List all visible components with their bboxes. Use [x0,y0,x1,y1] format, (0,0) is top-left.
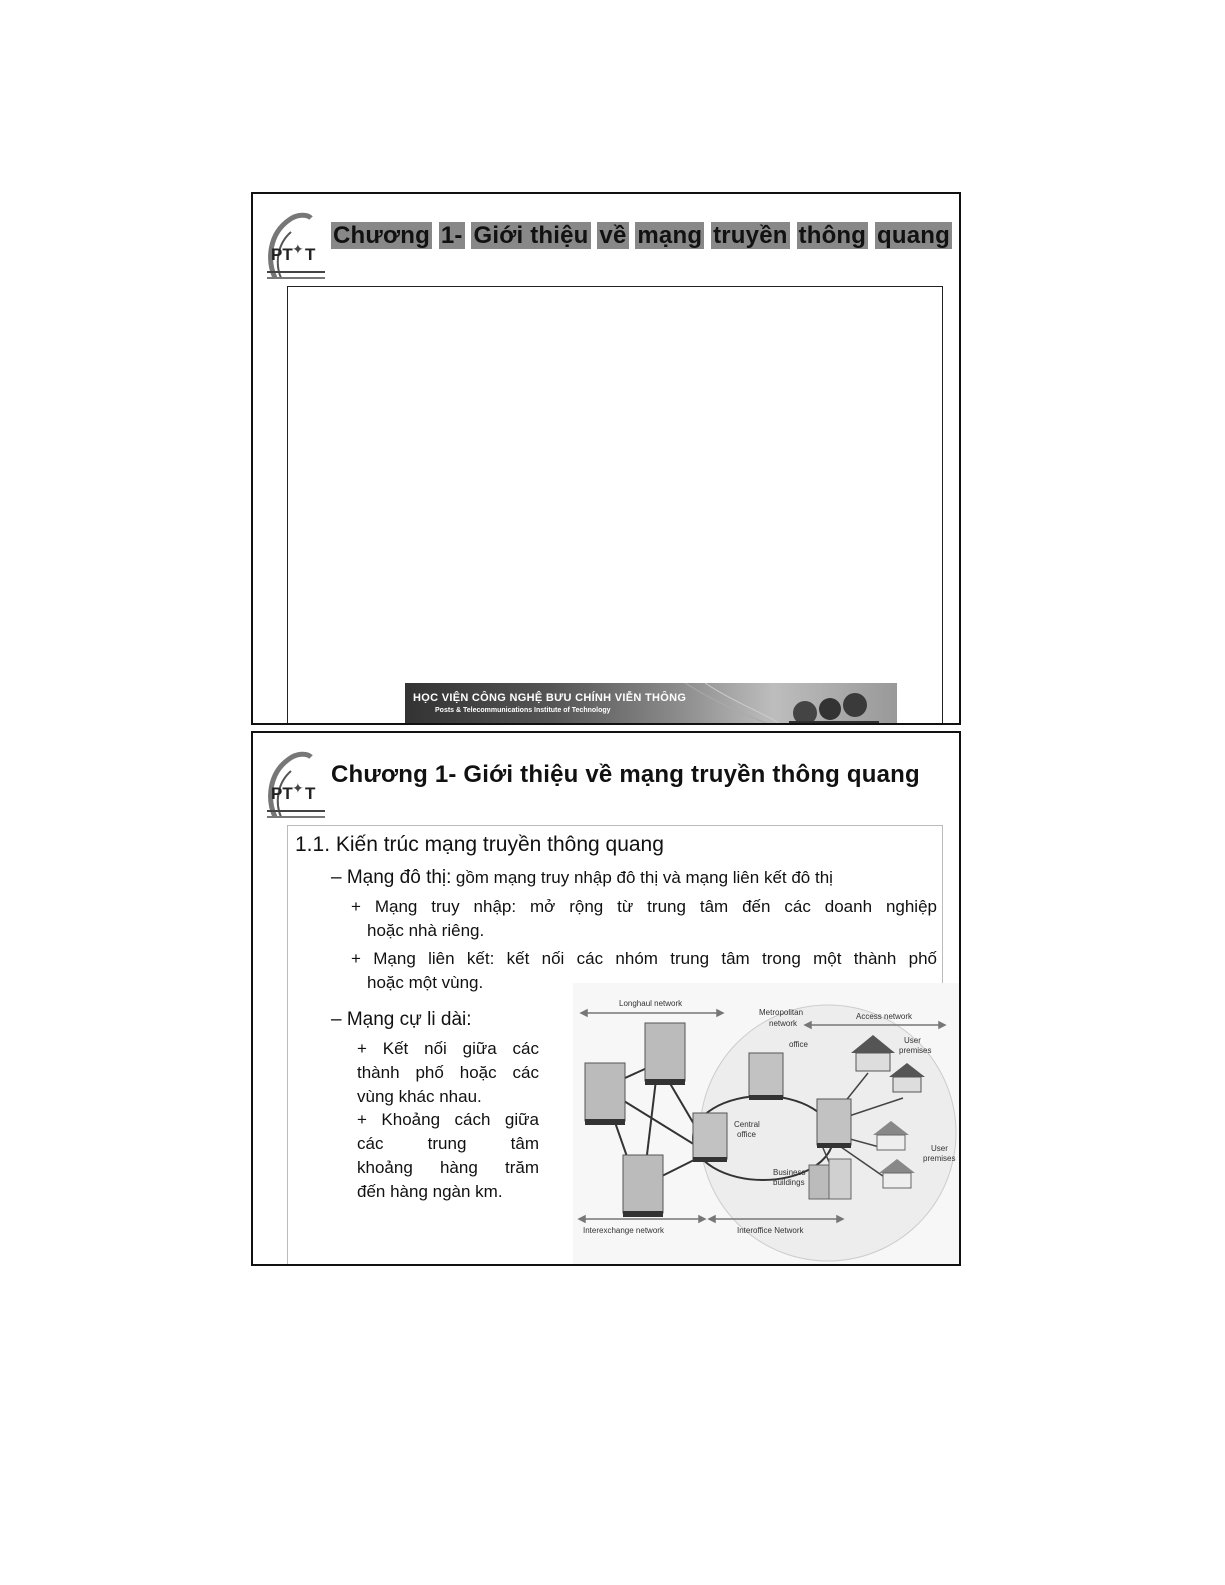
user-premises-label-4: premises [923,1154,956,1163]
user-premises-label-3: User [931,1144,948,1153]
interexchange-label: Interexchange network [583,1226,664,1235]
slide-1-content-box [287,286,943,725]
graduates-image [405,683,897,725]
network-architecture-diagram [573,983,961,1265]
central-office-label-2: office [737,1130,756,1139]
business-label-2: buildings [773,1178,805,1187]
svg-text:✦: ✦ [292,780,304,796]
user-premises-label-1: User [904,1036,921,1045]
slide-1-title: Chương 1- Giới thiệu về mạng truyền thông quang [333,222,951,249]
ptit-logo [265,208,327,284]
banner-title: HỌC VIỆN CÔNG NGHỆ BƯU CHÍNH VIỄN THÔNG [413,692,687,704]
building-icon [585,1063,625,1125]
longhaul-label: Longhaul network [619,999,683,1008]
longhaul-line: vùng khác nhau. [357,1087,482,1106]
building-icon [623,1155,663,1217]
section-heading: 1.1. Kiến trúc mạng truyền thông quang [295,833,664,856]
svg-text:PT: PT [271,784,293,803]
longhaul-line: thành phố hoặc các [357,1063,539,1082]
interoffice-label: Interoffice Network [737,1226,804,1235]
longhaul-network-bullet: – Mạng cự li dài: [331,1009,472,1030]
access-label: Access network [856,1012,913,1021]
access-network-line-1: + Mạng truy nhập: mở rộng từ trung tâm đến các doanh nghiệp [351,897,937,916]
svg-text:PT: PT [271,245,293,264]
slide-2-title: Chương 1- Giới thiệu về mạng truyền thông quang [331,761,920,788]
link-network-line-1: + Mạng liên kết: kết nối các nhóm trung tâm trong một thành phố [351,949,937,968]
metro-label-1: Metropolitan [759,1008,804,1017]
institute-banner [405,683,897,725]
longhaul-line: khoảng hàng trăm [357,1158,539,1177]
office-building-icon [749,1053,783,1100]
longhaul-line: đến hàng ngàn km. [357,1182,503,1201]
user-premises-label-2: premises [899,1046,932,1055]
longhaul-line: + Kết nối giữa các [357,1039,539,1058]
office-label: office [789,1040,808,1049]
business-label-1: Business [773,1168,806,1177]
central-office-building-icon [693,1113,727,1162]
business-buildings-icon [809,1159,851,1199]
access-network-line-2: hoặc nhà riêng. [367,921,485,940]
metro-label-2: network [769,1019,798,1028]
link-network-line-2: hoặc một vùng. [367,973,484,992]
building-icon [817,1099,851,1148]
longhaul-line: các trung tâm [357,1134,539,1153]
svg-text:✦: ✦ [292,241,304,257]
building-icon [645,1023,685,1085]
banner-subtitle: Posts & Telecommunications Institute of Technology [435,707,611,714]
longhaul-line: + Khoảng cách giữa [357,1110,539,1129]
metro-network-bullet: – Mạng đô thị: gồm mạng truy nhập đô thị và mạng liên kết đô thị [331,867,833,888]
ptit-logo [265,747,327,823]
svg-text:T: T [305,784,316,803]
slide-1 [251,192,961,725]
slide-2 [251,731,961,1266]
svg-text:T: T [305,245,316,264]
central-office-label-1: Central [734,1120,760,1129]
